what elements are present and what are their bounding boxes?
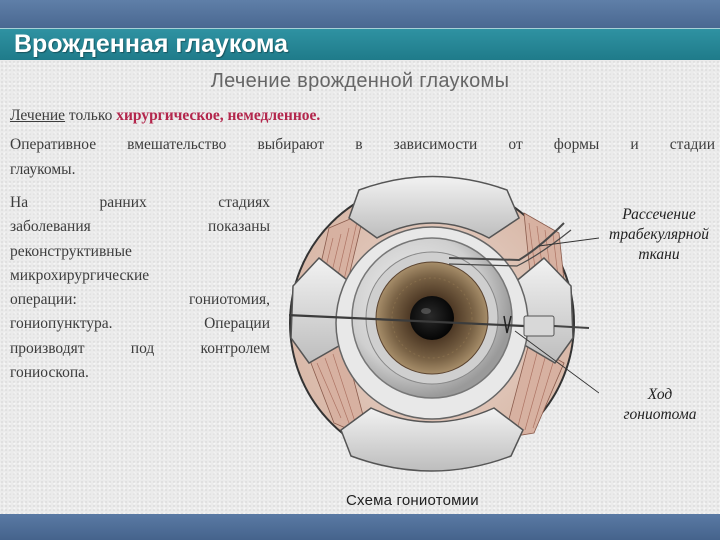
treatment-label: Лечение [10,107,66,124]
paragraph-row: гониоскопа. [10,364,89,382]
annotation-line: трабекулярной [609,226,709,243]
paragraph-row: На ранних стадиях [10,194,270,211]
pupil [410,296,454,340]
paragraph-row: операции: гониотомия, [10,291,270,309]
paragraph-row: гониопунктура. Операции [10,315,270,333]
bottom-bar [0,514,720,540]
paragraph-row: производят под контролем [10,339,270,357]
goniotomy-diagram [289,168,599,488]
paragraph-row: реконструктивные [10,242,132,260]
paragraph-row: заболевания показаны [10,218,270,236]
treatment-emphasis: хирургическое, немедленное. [116,107,321,124]
slide-title: Врожденная глаукома [14,30,289,58]
early-stage-paragraph [10,191,270,385]
treatment-middle: только [65,107,117,124]
surgery-choice-line: Оперативное вмешательство выбирают в зависимости от формы и стадии [10,136,715,153]
surgery-choice-line-end: глаукомы. [10,161,76,178]
annotation-line: гониотома [623,406,697,423]
annotation-goniotome-path [600,385,720,425]
slide-subtitle: Лечение врожденной глаукомы [210,70,510,92]
title-band [0,28,720,60]
annotation-line: ткани [638,246,680,263]
paragraph-row: микрохирургические [10,266,150,284]
pupil-highlight [421,308,431,314]
treatment-line [10,107,320,125]
figure-caption: Схема гониотомии [346,492,479,509]
top-bar [0,0,720,28]
annotation-line: Рассечение [622,206,696,223]
annotation-line: Ход [647,386,673,403]
annotation-trabecular-incision [598,205,720,265]
